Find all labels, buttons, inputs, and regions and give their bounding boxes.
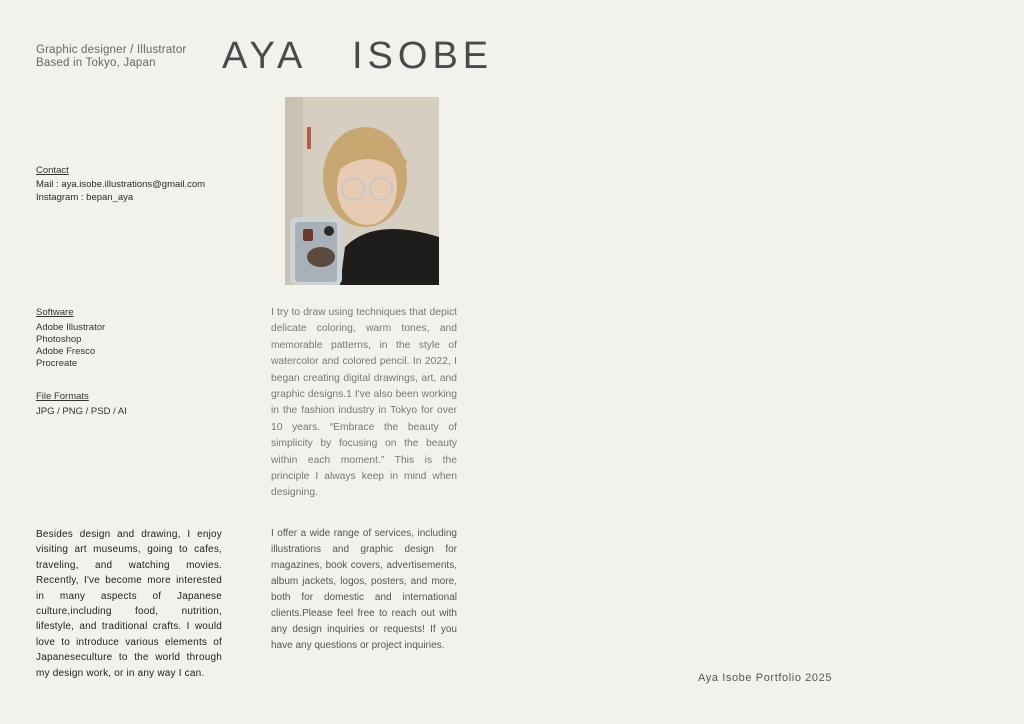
file-formats-value: JPG / PNG / PSD / AI [36, 406, 127, 417]
software-section [36, 307, 105, 370]
software-item: Adobe Fresco [36, 346, 96, 357]
file-formats-section [36, 391, 127, 418]
software-item: Photoshop [36, 334, 82, 345]
software-item: Procreate [36, 358, 78, 369]
file-formats-heading: File Formats [36, 391, 89, 402]
contact-mail[interactable]: Mail : aya.isobe.illustrations@gmail.com [36, 179, 206, 190]
profile-photo-illustration [285, 97, 439, 285]
tagline [36, 44, 186, 69]
contact-instagram[interactable]: Instagram : bepan_aya [36, 192, 134, 203]
bio-paragraph: I try to draw using techniques that depict delicate coloring, warm tones, and memorable patterns, in the style of watercolor and colored pencil. In 2022, I began creating digital drawings, art, and graphic designs.1 I've also been working in the fashion industry in Tokyo for over 10 years. “Embrace the beauty of simplicity by focusing on the beauty within each moment.” This is the principle I always keep in mind when designing. [271, 307, 457, 499]
hobbies-paragraph: Besides design and drawing, I enjoy visiting art museums, going to cafes, traveling, and watching movies. Recently, I've become more interested in many aspects of Japanese culture,including food, nutrition, lifestyle, and traditional crafts. I would love to introduce various elements of Japaneseculture to the world through my design work, or in any way I can. [36, 529, 222, 679]
name-first: AYA [222, 35, 308, 77]
name-last: ISOBE [352, 35, 494, 77]
footer-label: Aya Isobe Portfolio 2025 [698, 672, 833, 684]
tagline-location: Based in Tokyo, Japan [36, 56, 156, 69]
software-item: Adobe Illustrator [36, 322, 106, 333]
profile-photo [285, 97, 439, 285]
contact-section [36, 165, 205, 204]
contact-heading: Contact [36, 165, 69, 176]
services-paragraph: I offer a wide range of services, including illustrations and graphic design for magazines, book covers, advertisements, album jackets, logos, posters, and more, both for domestic and international clients.Please feel free to reach out with any design inquiries or requests! If you have any questions or project inquiries. [271, 528, 457, 651]
software-heading: Software [36, 307, 74, 318]
tagline-role: Graphic designer / Illustrator [36, 44, 187, 56]
